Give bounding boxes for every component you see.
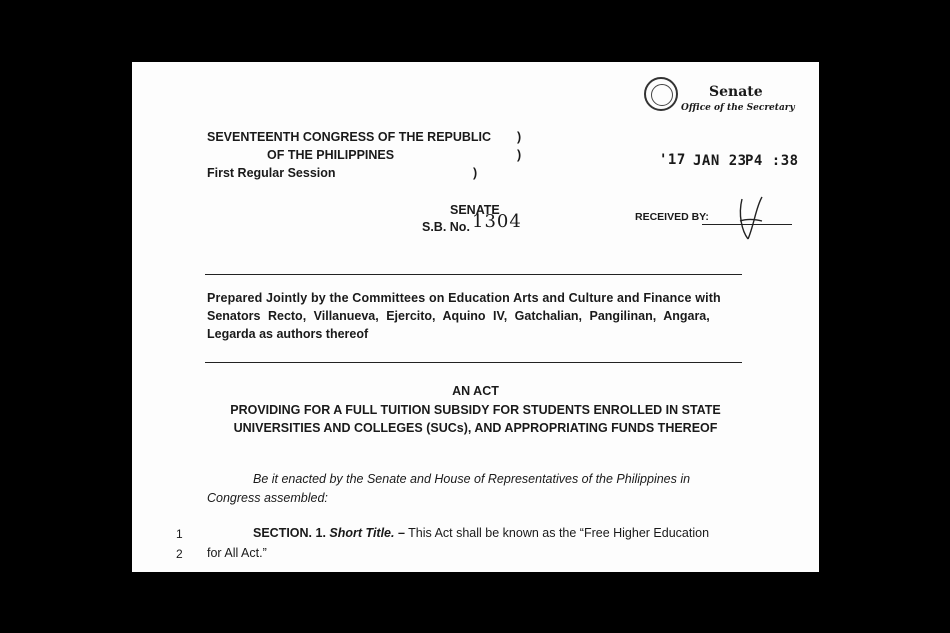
line-number-2: 2	[176, 547, 183, 561]
document-page	[132, 62, 819, 572]
prepared-line-3: Legarda as authors thereof	[207, 327, 369, 341]
stamp-year: '17	[659, 152, 686, 168]
congress-line-1: SEVENTEENTH CONGRESS OF THE REPUBLIC	[207, 130, 492, 144]
signature-icon	[732, 195, 768, 241]
act-heading: AN ACT	[452, 384, 499, 398]
stamp-office: Office of the Secretary	[681, 103, 795, 113]
stamp-time: P4 :38	[745, 153, 799, 169]
enacting-line-2: Congress assembled:	[207, 491, 328, 505]
congress-line-2: OF THE PHILIPPINES	[267, 148, 395, 162]
stamp-date: JAN 23	[693, 153, 747, 169]
section-1-dash: –	[397, 526, 405, 540]
senate-label: SENATE	[450, 203, 500, 217]
section-1-line-1	[253, 526, 709, 540]
paren-2: )	[517, 148, 522, 162]
rule-top	[205, 274, 742, 275]
prepared-line-1: Prepared Jointly by the Committees on Education Arts and Culture and Finance with	[207, 291, 721, 305]
bill-number: 1304	[472, 211, 522, 232]
prepared-line-2: Senators Recto, Villanueva, Ejercito, Aquino IV, Gatchalian, Pangilinan, Angara,	[207, 309, 710, 323]
section-1-text-2: for All Act.”	[207, 546, 267, 560]
paren-1: )	[517, 130, 522, 144]
sb-label: S.B. No.	[422, 220, 470, 234]
senate-seal-icon	[644, 77, 678, 111]
paren-3: )	[473, 166, 478, 180]
enacting-line-1: Be it enacted by the Senate and House of Representatives of the Philippines in	[253, 472, 691, 486]
received-by-label: RECEIVED BY:	[635, 211, 709, 223]
rule-bottom	[205, 362, 742, 363]
section-1-label: SECTION. 1.	[253, 526, 326, 540]
stamp-senate: Senate	[709, 84, 763, 100]
section-1-title: Short Title.	[329, 526, 395, 540]
act-title-line-1: PROVIDING FOR A FULL TUITION SUBSIDY FOR STUDENTS ENROLLED IN STATE	[230, 403, 721, 417]
congress-line-3: First Regular Session	[207, 166, 336, 180]
line-number-1: 1	[176, 527, 183, 541]
act-title-line-2: UNIVERSITIES AND COLLEGES (SUCs), AND APPROPRIATING FUNDS THEREOF	[233, 421, 718, 435]
section-1-text-1: This Act shall be known as the “Free Higher Education	[408, 526, 710, 540]
